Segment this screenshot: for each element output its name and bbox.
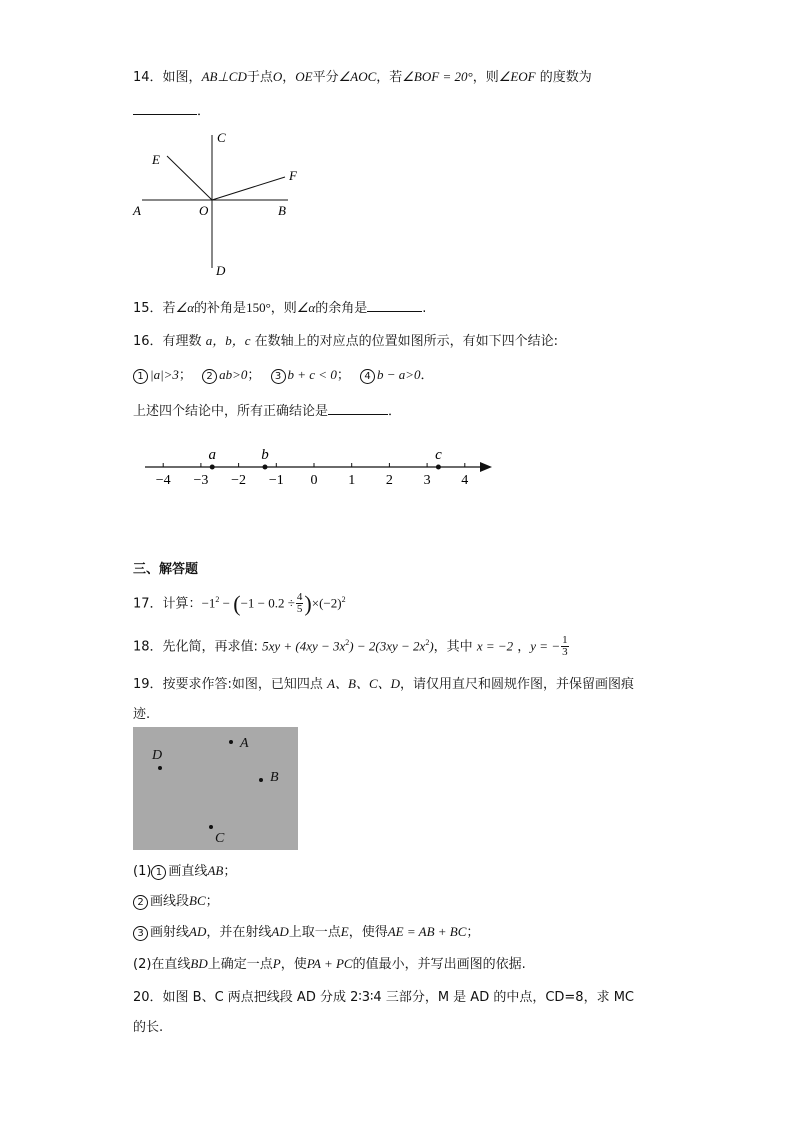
q20-line2: 的长. [133, 1020, 164, 1035]
answer-blank [367, 301, 422, 312]
q19-sub2: 2 画线段BC； [133, 890, 219, 910]
q17-line: 17．计算：$-1^2 - (-1 - 0.2$ ÷ $\frac{4}{5}$ )$\times(-2)^2$ [133, 590, 346, 616]
tick-label: −3 [193, 473, 209, 488]
q19-sub3: 3 画射线AD，并在射线AD上取一点E，使得AE = AB + BC； [133, 921, 479, 941]
q19-line2: 迹. [133, 707, 151, 722]
label-c: C [215, 831, 225, 846]
point-d [158, 766, 162, 770]
label-o: O [199, 203, 209, 218]
tick-label: −2 [231, 473, 247, 488]
tick-label: 0 [310, 473, 318, 488]
label-a: A [240, 736, 249, 751]
point-label-a: a [208, 447, 216, 463]
q19-sub1: (1) 1 画直线AB； [133, 863, 237, 879]
point-a [229, 740, 233, 744]
tick-label: 3 [423, 473, 431, 488]
q14-answer-line: ． [133, 100, 210, 119]
q16-line2: 上述四个结论中，所有正确结论是 ． [133, 404, 402, 419]
q18-line: 18．先化简，再求值: $5xy + (4xy - 3x^2) - 2(3xy - 2x^2)$，其中 x = −2 ，y = − $\frac{1}{3}$ [133, 634, 568, 659]
label-d: D [152, 748, 163, 763]
q19-line1: 19．按要求作答:如图，已知四点 A、B、C、D，请仅用直尺和圆规作图，并保留画图痕 [133, 676, 635, 692]
q15-line: 15．若∠α的补角是150°，则∠α的余角是 . [133, 300, 427, 316]
answer-blank [328, 404, 388, 415]
ray-oe [167, 156, 212, 200]
label-d: D [216, 263, 226, 278]
fraction: $\frac{4}{5}$ [296, 591, 303, 616]
point-b [259, 778, 263, 782]
label-b: B [278, 203, 286, 218]
q14-line: 14．如图，AB⊥CD于点O，OE平分∠AOC，若∠BOF = 20°，则∠EOF 的度数为 [133, 69, 592, 85]
point-label-b: b [261, 447, 269, 463]
label-f: F [289, 168, 297, 183]
point-label-c: c [435, 447, 442, 463]
axis-arrow [480, 462, 492, 472]
label-b: B [270, 770, 279, 785]
fraction: $\frac{1}{3}$ [562, 634, 568, 659]
q19-sub4: (2)在直线BD上确定一点P，使PA + PC的值最小，并写出画图的依据. [133, 956, 526, 972]
tick-label: 4 [461, 473, 469, 488]
point-b [262, 465, 267, 470]
point-c [209, 825, 213, 829]
section-title: 三、解答题 [133, 562, 199, 577]
tick-label: 1 [348, 473, 356, 488]
ray-of [212, 177, 285, 200]
point-c [436, 465, 441, 470]
label-e: E [152, 152, 160, 167]
tick-label: −4 [155, 473, 171, 488]
q14-angle-figure [125, 125, 315, 280]
tick-label: 2 [385, 473, 393, 488]
q16-conclusions: 1 |a|>3； 2 ab>0； 3 b + c < 0； 4 b − a>0． [133, 364, 434, 384]
q20-line1: 20．如图 B、C 两点把线段 AD 分成 2∶3∶4 三部分，M 是 AD 的中点，CD=8，求 MC [133, 990, 635, 1005]
answer-blank [133, 104, 197, 115]
point-a [210, 465, 215, 470]
tick-label: −1 [268, 473, 284, 488]
q16-number-line [140, 440, 500, 496]
label-c: C [217, 130, 226, 145]
label-a: A [133, 203, 141, 218]
q16-line: 16．有理数 a，b，c 在数轴上的对应点的位置如图所示，有如下四个结论: [133, 333, 558, 349]
q19-points-photo [133, 727, 298, 850]
points-figure [133, 727, 298, 850]
